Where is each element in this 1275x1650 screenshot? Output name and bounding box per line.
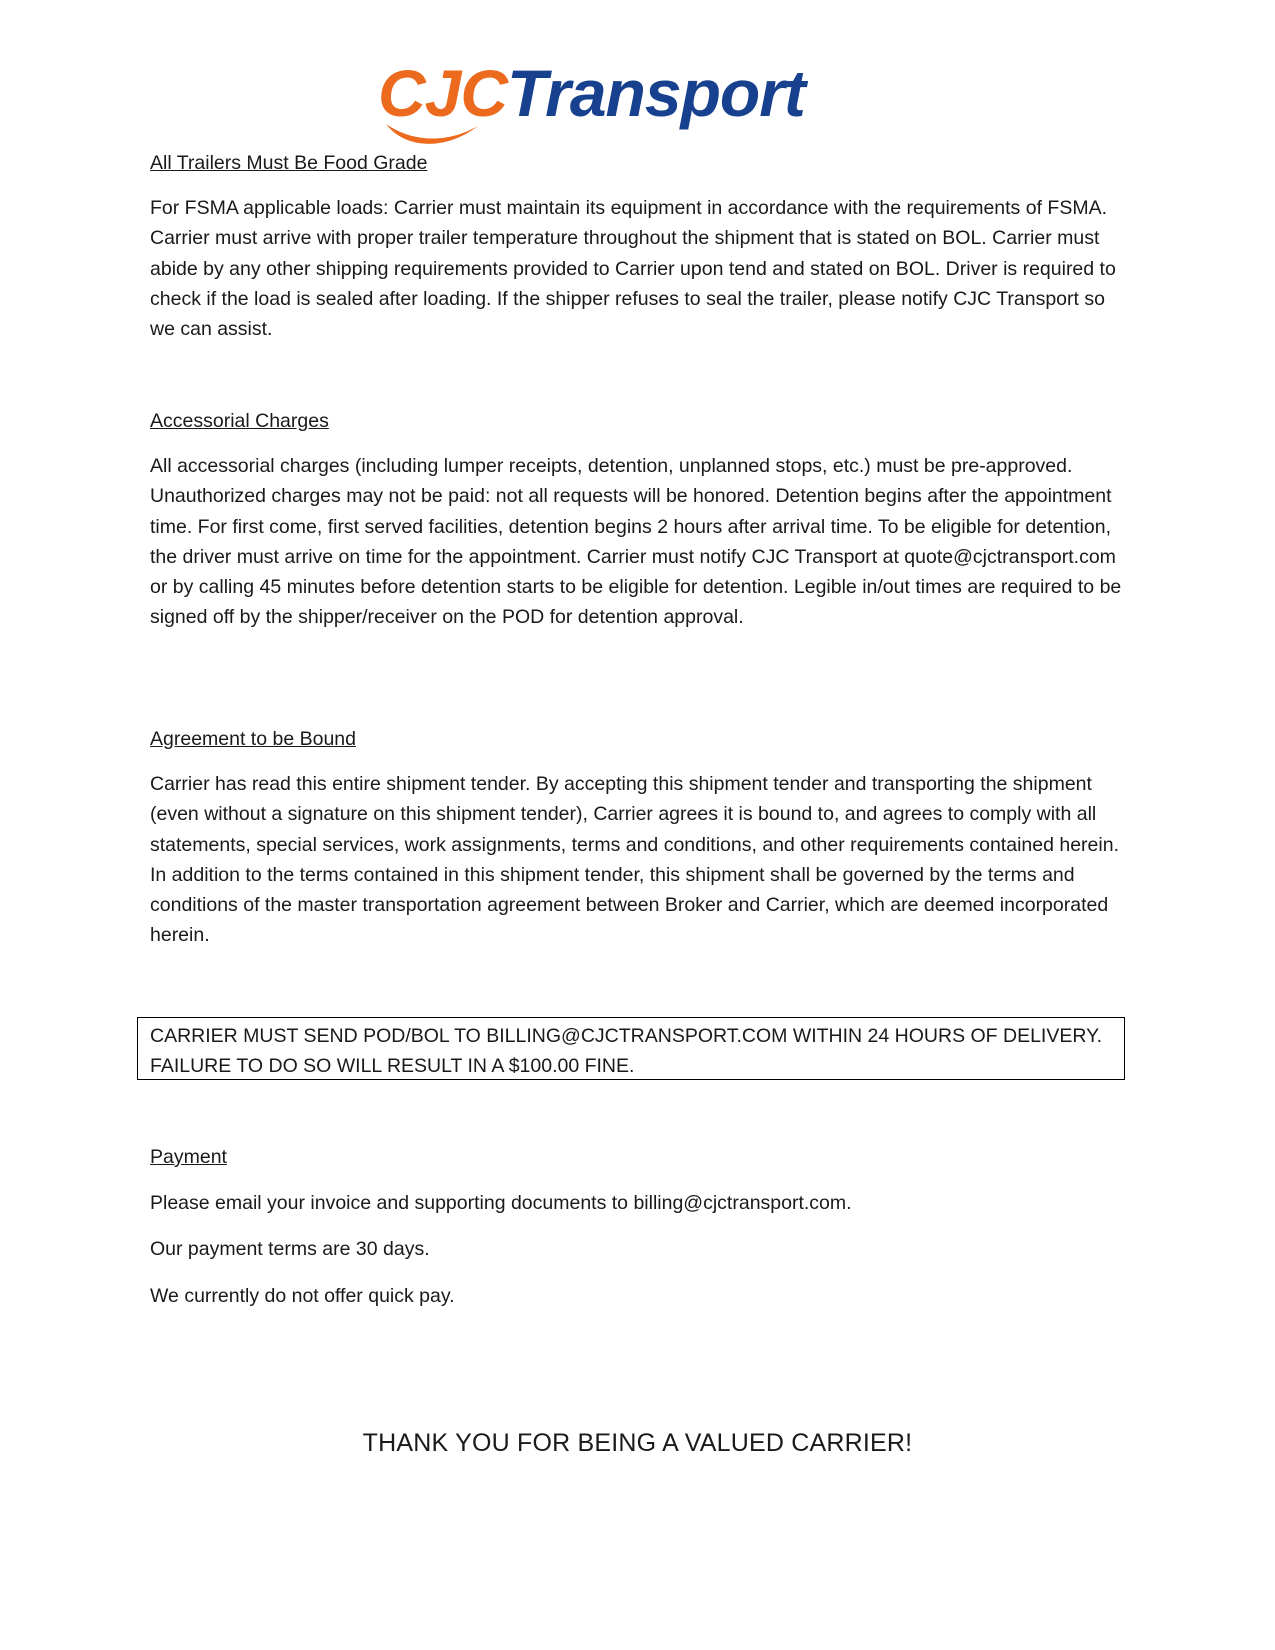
closing-message: THANK YOU FOR BEING A VALUED CARRIER! xyxy=(362,1429,913,1457)
company-logo xyxy=(378,56,888,152)
section-heading-food-grade: All Trailers Must Be Food Grade xyxy=(150,152,428,174)
payment-line-1: Please email your invoice and supporting documents to billing@cjctransport.com. xyxy=(150,1192,852,1214)
section-body-accessorial: All accessorial charges (including lumper receipts, detention, unplanned stops, etc.) must be pre-approved. Unauthorized charges may not be paid: not all requests will be honored. Detention begins after the appointment time. For first come, first served facilities, detention begins 2 hours after arrival time. To be eligible for detention, the driver must arrive on time for the appointment. Carrier must notify CJC Transport at quote@cjctransport.com or by calling 45 minutes before detention starts to be eligible for detention. Legible in/out times are required to be signed off by the shipper/receiver on the POD for detention approval. xyxy=(150,455,1122,629)
section-body-agreement: Carrier has read this entire shipment tender. By accepting this shipment tender and transporting the shipment (even without a signature on this shipment tender), Carrier agrees it is bound to, and agrees to comply with all statements, special services, work assignments, terms and conditions, and other requirements contained herein. In addition to the terms contained in this shipment tender, this shipment shall be governed by the terms and conditions of the master transportation agreement between Broker and Carrier, which are deemed incorporated herein. xyxy=(150,773,1119,947)
section-heading-accessorial: Accessorial Charges xyxy=(150,410,329,432)
payment-line-3: We currently do not offer quick pay. xyxy=(150,1285,455,1307)
logo-transport: Transport xyxy=(507,56,805,130)
logo-swoosh-icon xyxy=(384,118,484,152)
section-body-food-grade: For FSMA applicable loads: Carrier must maintain its equipment in accordance with the requirements of FSMA. Carrier must arrive with proper trailer temperature throughout the shipment that is stated on BOL. Carrier must abide by any other shipping requirements provided to Carrier upon tend and stated on BOL. Driver is required to check if the load is sealed after loading. If the shipper refuses to seal the trailer, please notify CJC Transport so we can assist. xyxy=(150,197,1116,341)
pod-bol-notice-box xyxy=(137,1017,1125,1080)
section-heading-agreement: Agreement to be Bound xyxy=(150,728,356,750)
notice-line-2: FAILURE TO DO SO WILL RESULT IN A $100.00 FINE. xyxy=(150,1055,635,1077)
notice-line-1: CARRIER MUST SEND POD/BOL TO BILLING@CJCTRANSPORT.COM WITHIN 24 HOURS OF DELIVERY. xyxy=(150,1025,1103,1047)
logo-cjc: CJC xyxy=(378,56,508,130)
payment-line-2: Our payment terms are 30 days. xyxy=(150,1238,430,1260)
section-heading-payment: Payment xyxy=(150,1146,227,1168)
